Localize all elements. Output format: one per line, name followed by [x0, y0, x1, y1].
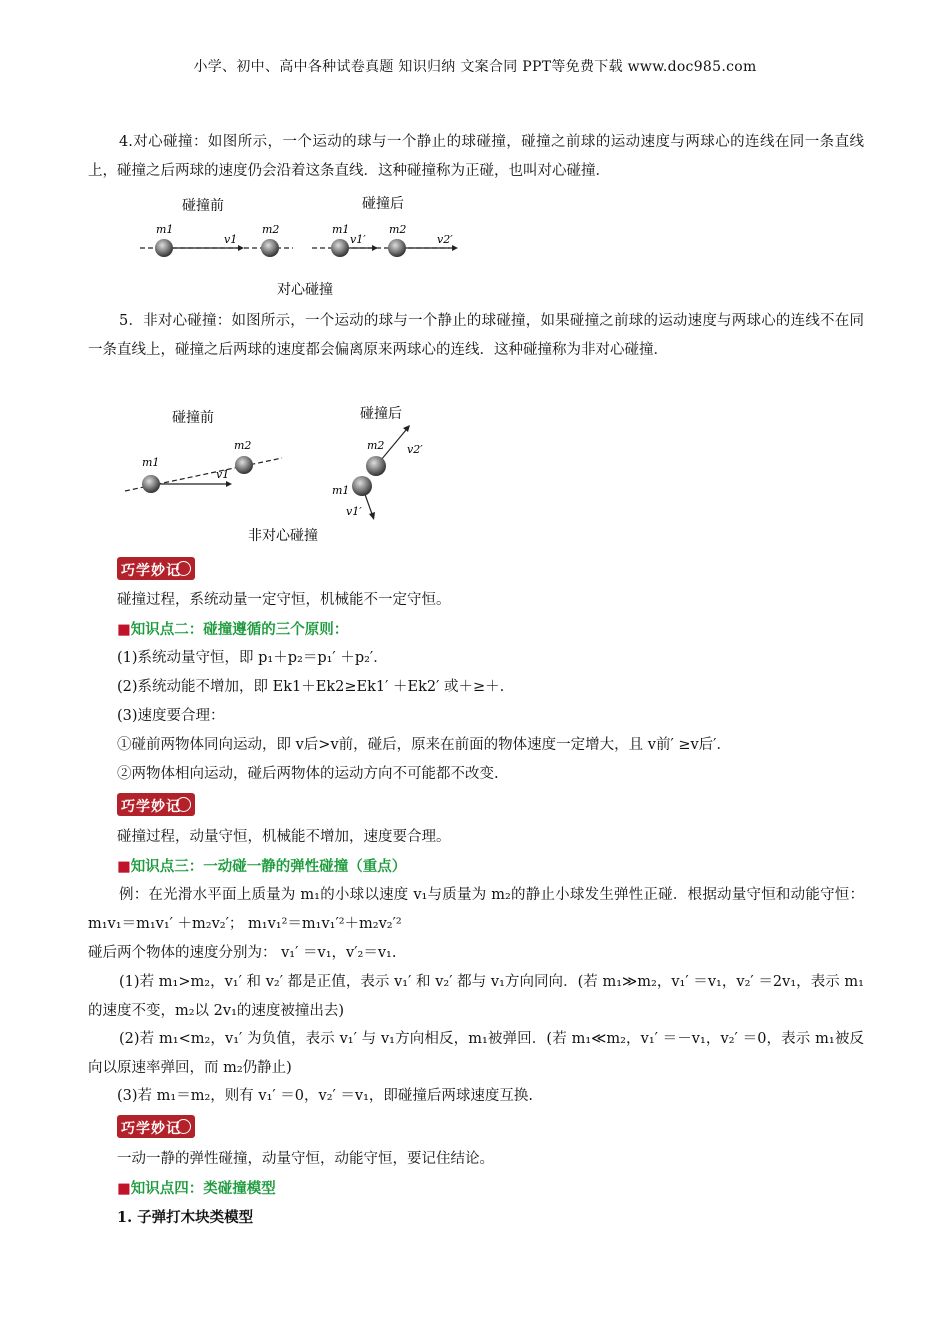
fig1-v1p-label: v1′	[350, 233, 366, 246]
fig2-m1-after-label: m1	[332, 484, 350, 497]
tip-1-text: 碰撞过程，系统动量一定守恒，机械能不一定守恒。	[117, 592, 451, 608]
tip-2-text: 碰撞过程，动量守恒，机械能不增加，速度要合理。	[117, 829, 451, 845]
fig2-m2-label: m2	[234, 439, 252, 452]
tip-badge-1: 巧学妙记	[117, 557, 195, 580]
fig1-m1-label: m1	[156, 223, 174, 236]
fig1-before-label: 碰撞前	[182, 198, 224, 214]
fig1-v1-label: v1	[224, 233, 238, 246]
fig1-caption: 对心碰撞	[277, 282, 333, 298]
fig1-v2p-label: v2′	[437, 233, 453, 246]
fig2-caption: 非对心碰撞	[248, 528, 318, 544]
fig2-ball-m2-before	[235, 456, 253, 474]
fig2-v1-label: v1	[216, 468, 230, 481]
fig1-after-label: 碰撞后	[362, 196, 404, 212]
k3-case-1: (1)若 m₁>m₂，v₁′ 和 v₂′ 都是正值，表示 v₁′ 和 v₂′ 都与 v₁方向同向．(若 m₁≫m₂，v₁′ ＝v₁，v₂′ ＝2v₁，表示 m₁的速度不变，m₂以 2v₁的速度被撞出去)	[88, 974, 864, 1019]
fig1-ball-m1-before	[155, 239, 173, 257]
fig2-v2p-label: v2′	[407, 443, 423, 456]
fig2-after-label: 碰撞后	[360, 406, 402, 422]
item-5-text: 5．非对心碰撞：如图所示，一个运动的球与一个静止的球碰撞，如果碰撞之前球的运动速度与两球心的连线不在同一条直线上，碰撞之后两球的速度都会偏离原来两球心的连线．这种碰撞称为非对心碰撞．	[88, 313, 864, 358]
fig2-ball-m2-after	[366, 456, 386, 476]
fig2-before-label: 碰撞前	[172, 410, 214, 426]
page-header: 小学、初中、高中各种试卷真题 知识归纳 文案合同 PPT等免费下载 www.doc985.com	[193, 59, 757, 75]
fig2-v1p-label: v1′	[346, 505, 362, 518]
item-4-text: 4.对心碰撞：如图所示，一个运动的球与一个静止的球碰撞，碰撞之前球的运动速度与两球心的连线在同一条直线上，碰撞之后两球的速度仍会沿着这条直线．这种碰撞称为正碰，也叫对心碰撞．	[88, 134, 864, 179]
fig1-m2-label: m2	[262, 223, 280, 236]
k3-case-2: (2)若 m₁<m₂，v₁′ 为负值，表示 v₁′ 与 v₁方向相反，m₁被弹回．(若 m₁≪m₂，v₁′ ＝－v₁，v₂′ ＝0，表示 m₁被反向以原速率弹回，而 m₂仍静止)	[88, 1031, 864, 1076]
k2-item-3a: ①碰前两物体同向运动，即 v后>v前，碰后，原来在前面的物体速度一定增大，且 v前′ ≥v后′．	[117, 737, 731, 753]
k3-example: 例：在光滑水平面上质量为 m₁的小球以速度 v₁与质量为 m₂的静止小球发生弹性正碰．根据动量守恒和动能守恒：m₁v₁＝m₁v₁′ ＋m₂v₂′； m₁v₁²＝m₁v₁′²＋m₂v₂′²	[88, 887, 864, 932]
fig1-m2-after-label: m2	[389, 223, 407, 236]
k4-item-1: 1. 子弹打木块类模型	[117, 1209, 254, 1226]
fig1-ball-m2-before	[261, 239, 279, 257]
central-collision-figure	[140, 188, 480, 303]
fig1-ball-m2-after	[388, 239, 406, 257]
tip-badge-2: 巧学妙记	[117, 793, 195, 816]
k2-item-3: (3)速度要合理：	[117, 708, 225, 724]
fig2-m2-after-label: m2	[367, 439, 385, 452]
k2-item-3b: ②两物体相向运动，碰后两物体的运动方向不可能都不改变.	[117, 766, 499, 782]
fig2-ball-m1-after	[352, 476, 372, 496]
tip-badge-3: 巧学妙记	[117, 1115, 195, 1138]
fig2-ball-m1-before	[142, 475, 160, 493]
knowledge-point-4-title: ■知识点四：类碰撞模型	[117, 1180, 276, 1197]
k2-item-1: (1)系统动量守恒，即 p₁＋p₂＝p₁′ ＋p₂′．	[117, 650, 388, 666]
knowledge-point-3-title: ■知识点三：一动碰一静的弹性碰撞（重点）	[117, 858, 407, 875]
fig1-ball-m1-after	[331, 239, 349, 257]
fig1-m1-after-label: m1	[332, 223, 350, 236]
tip-3-text: 一动一静的弹性碰撞，动量守恒，动能守恒，要记住结论。	[117, 1151, 494, 1167]
fig2-m1-label: m1	[142, 456, 160, 469]
k2-item-2: (2)系统动能不增加，即 Ek1＋Ek2≥Ek1′ ＋Ek2′ 或＋≥＋.	[117, 679, 505, 695]
knowledge-point-2-title: ■知识点二：碰撞遵循的三个原则：	[117, 621, 349, 638]
k3-result: 碰后两个物体的速度分别为： v₁′ ＝v₁，v′₂＝v₁.	[88, 945, 397, 961]
oblique-collision-figure	[120, 398, 430, 548]
k3-case-3: (3)若 m₁＝m₂，则有 v₁′ ＝0，v₂′ ＝v₁，即碰撞后两球速度互换.	[117, 1088, 534, 1104]
